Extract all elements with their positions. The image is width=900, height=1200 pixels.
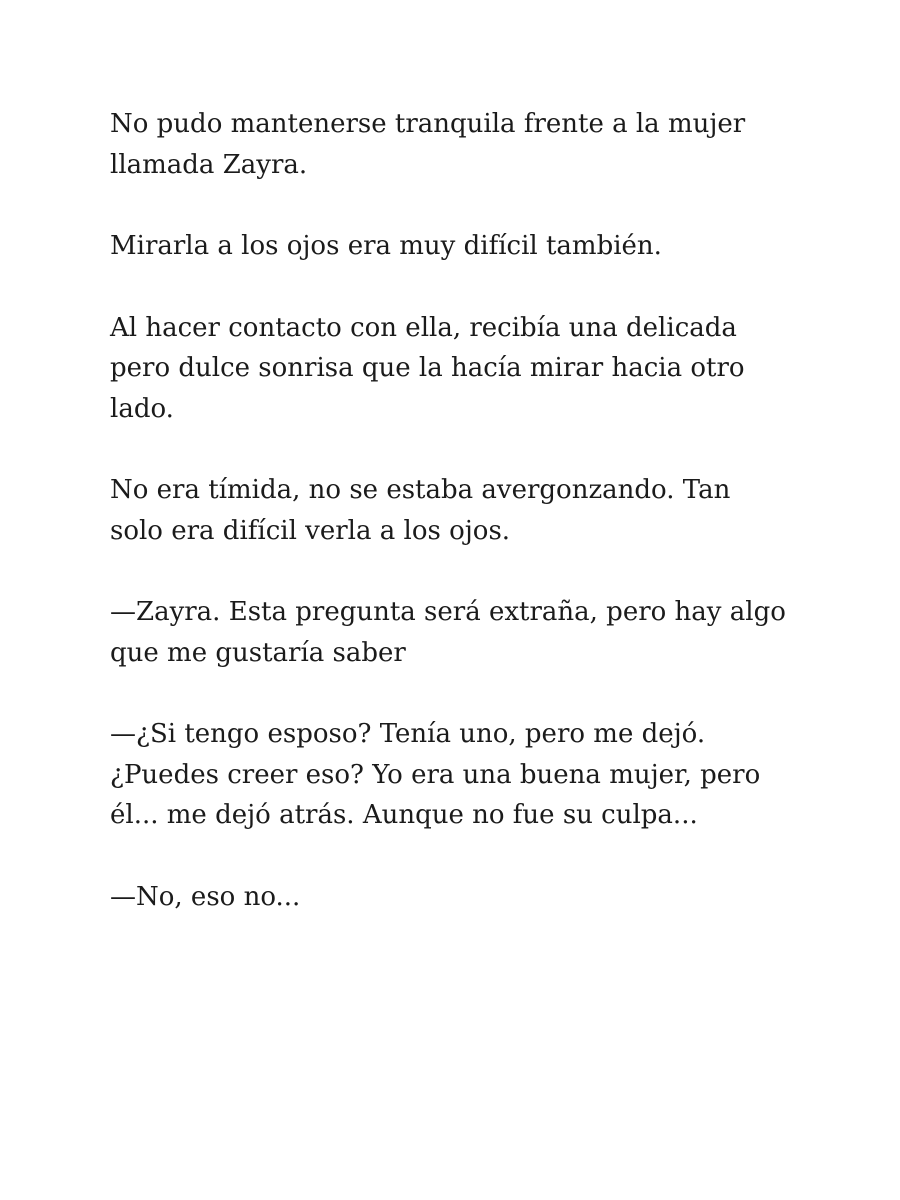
paragraph: No pudo mantenerse tranquila frente a la mujer llamada Zayra. <box>110 109 746 180</box>
paragraph: Al hacer contacto con ella, recibía una delicada pero dulce sonrisa que la hacía mirar hacia otro lado. <box>110 312 745 424</box>
paragraph: —¿Si tengo esposo? Tenía uno, pero me dejó. ¿Puedes creer eso? Yo era una buena mujer, pero él... me dejó atrás. Aunque no fue su culpa... <box>110 719 761 830</box>
paragraph: —Zayra. Esta pregunta será extraña, pero hay algo que me gustaría saber <box>110 597 786 668</box>
paragraph: Mirarla a los ojos era muy difícil también. <box>110 231 662 261</box>
paragraph: —No, eso no... <box>110 881 301 912</box>
paragraph: No era tímida, no se estaba avergonzando. Tan solo era difícil verla a los ojos. <box>110 475 731 546</box>
